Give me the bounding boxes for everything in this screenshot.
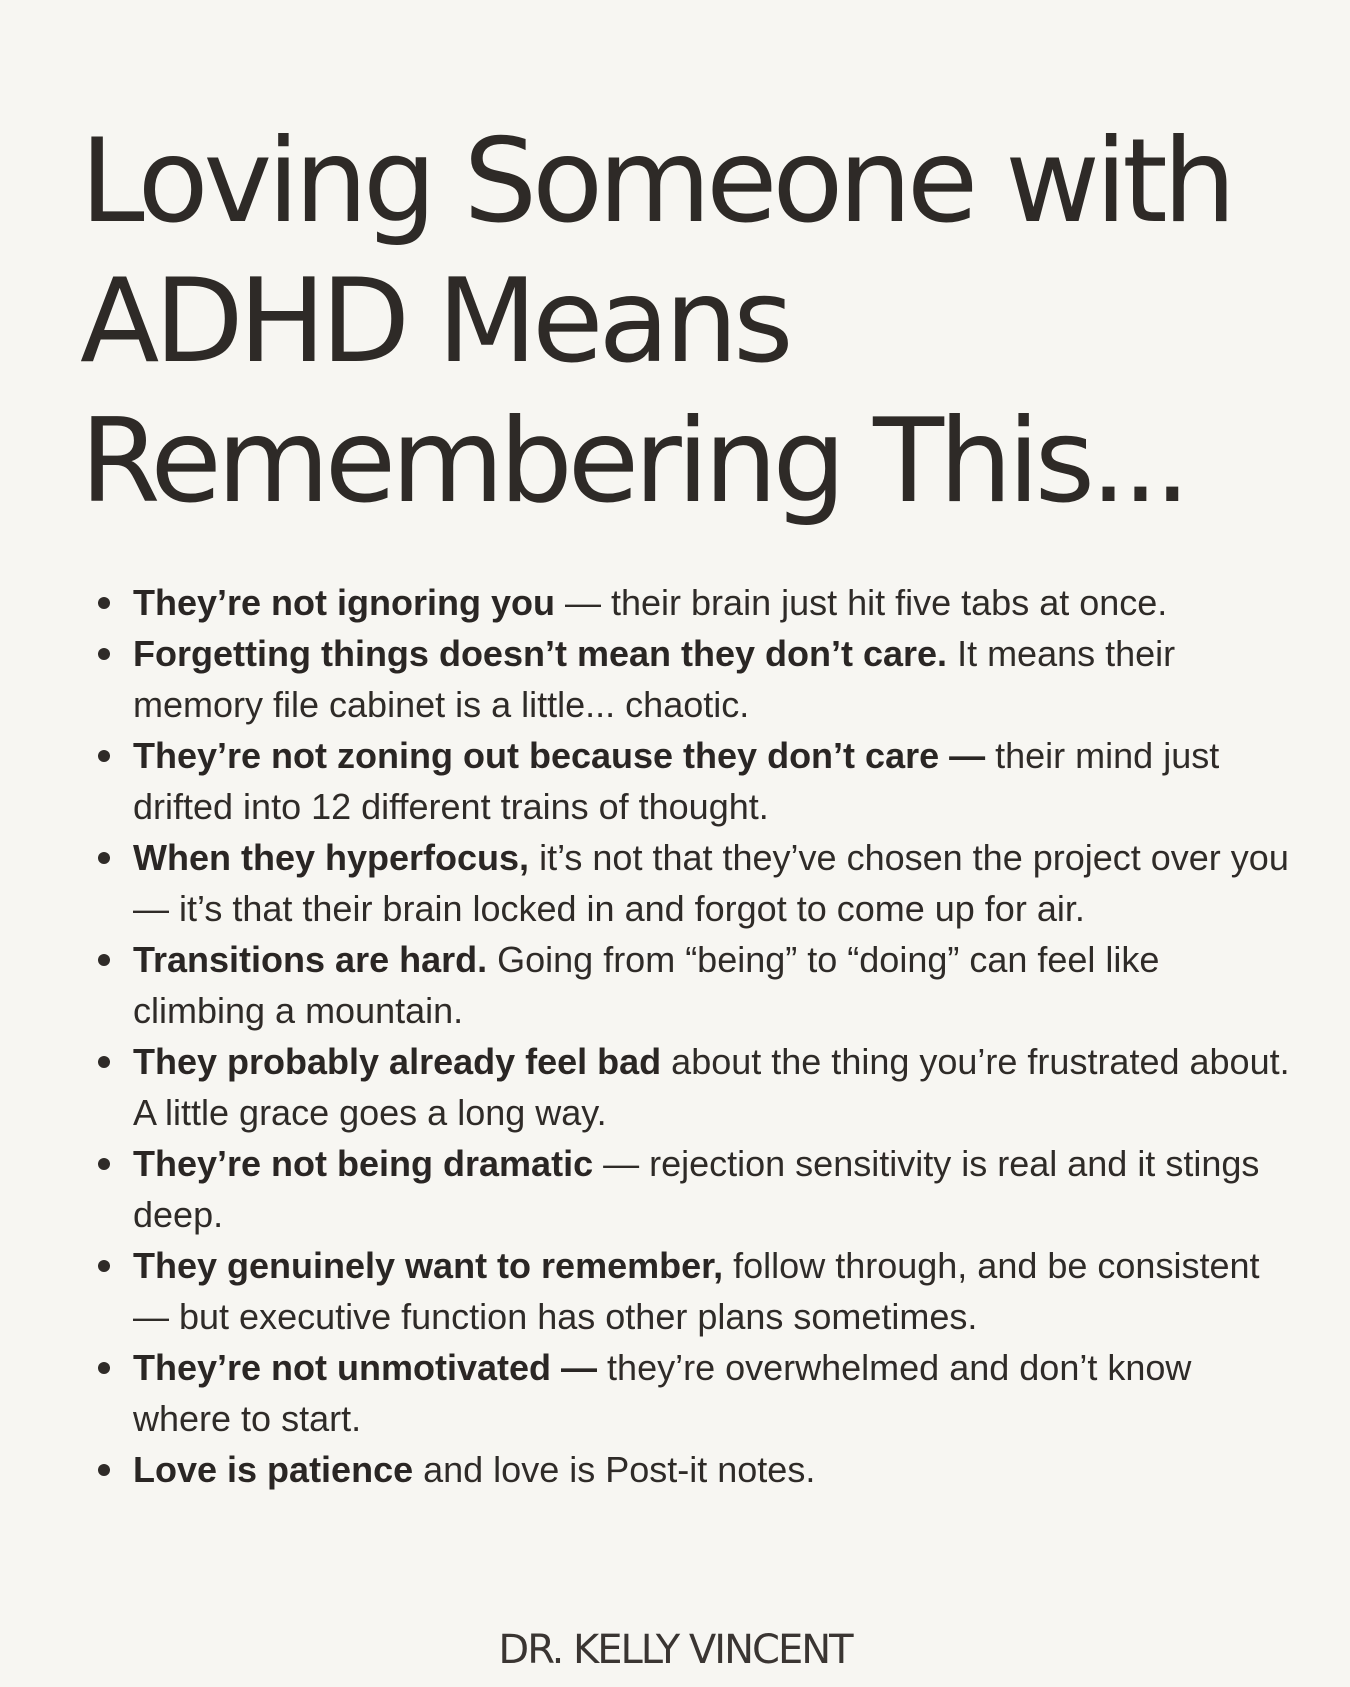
title-line-2: ADHD Means — [80, 254, 789, 389]
bullet-icon — [98, 954, 110, 966]
item-text: they’re overwhelmed and don’t know where to start. — [133, 1347, 1192, 1439]
bullet-icon — [98, 1056, 110, 1068]
item-bold-lead: When they hyperfocus, — [133, 837, 530, 878]
list-item — [0, 832, 1350, 934]
bullet-icon — [98, 750, 110, 762]
bullet-list — [0, 577, 1350, 1495]
bullet-icon — [98, 1158, 110, 1170]
page-title — [80, 112, 1280, 532]
list-item — [0, 577, 1350, 628]
item-text: their mind just drifted into 12 different trains of thought. — [133, 735, 1220, 827]
bullet-icon — [98, 648, 110, 660]
bullet-icon — [98, 852, 110, 864]
item-text: — rejection sensitivity is real and it stings deep. — [133, 1143, 1260, 1235]
bullet-icon — [98, 1362, 110, 1374]
item-text: Going from “being” to “doing” can feel like climbing a mountain. — [133, 939, 1160, 1031]
list-item — [0, 934, 1350, 1036]
list-item — [0, 1138, 1350, 1240]
item-text: it’s not that they’ve chosen the project over you — it’s that their brain locked in and forgot to come up for air. — [133, 837, 1289, 929]
bullet-icon — [98, 1464, 110, 1476]
item-bold-lead: They probably already feel bad — [133, 1041, 662, 1082]
list-item — [0, 730, 1350, 832]
title-line-3: Remembering This... — [80, 394, 1186, 529]
item-bold-lead: They’re not zoning out because they don’t care — — [133, 735, 986, 776]
item-bold-lead: Love is patience — [133, 1449, 414, 1490]
bullet-icon — [98, 1260, 110, 1272]
item-text: about the thing you’re frustrated about. A little grace goes a long way. — [133, 1041, 1290, 1133]
list-item — [0, 1240, 1350, 1342]
item-bold-lead: They genuinely want to remember, — [133, 1245, 724, 1286]
item-text: follow through, and be consistent — but executive function has other plans sometimes. — [133, 1245, 1260, 1337]
item-bold-lead: Transitions are hard. — [133, 939, 488, 980]
item-text: and love is Post-it notes. — [413, 1449, 816, 1490]
author-signature: DR. KELLY VINCENT — [498, 1627, 852, 1673]
item-bold-lead: They’re not being dramatic — [133, 1143, 594, 1184]
item-text: — their brain just hit five tabs at once. — [555, 582, 1168, 623]
item-bold-lead: Forgetting things doesn’t mean they don’t care. — [133, 633, 948, 674]
list-item — [0, 1444, 1350, 1495]
bullet-icon — [98, 597, 110, 609]
list-item — [0, 1036, 1350, 1138]
item-text: It means their memory file cabinet is a little... chaotic. — [133, 633, 1176, 725]
title-line-1: Loving Someone with — [80, 114, 1232, 249]
item-bold-lead: They’re not unmotivated — — [133, 1347, 598, 1388]
list-item — [0, 1342, 1350, 1444]
list-item — [0, 628, 1350, 730]
item-bold-lead: They’re not ignoring you — [133, 582, 555, 623]
